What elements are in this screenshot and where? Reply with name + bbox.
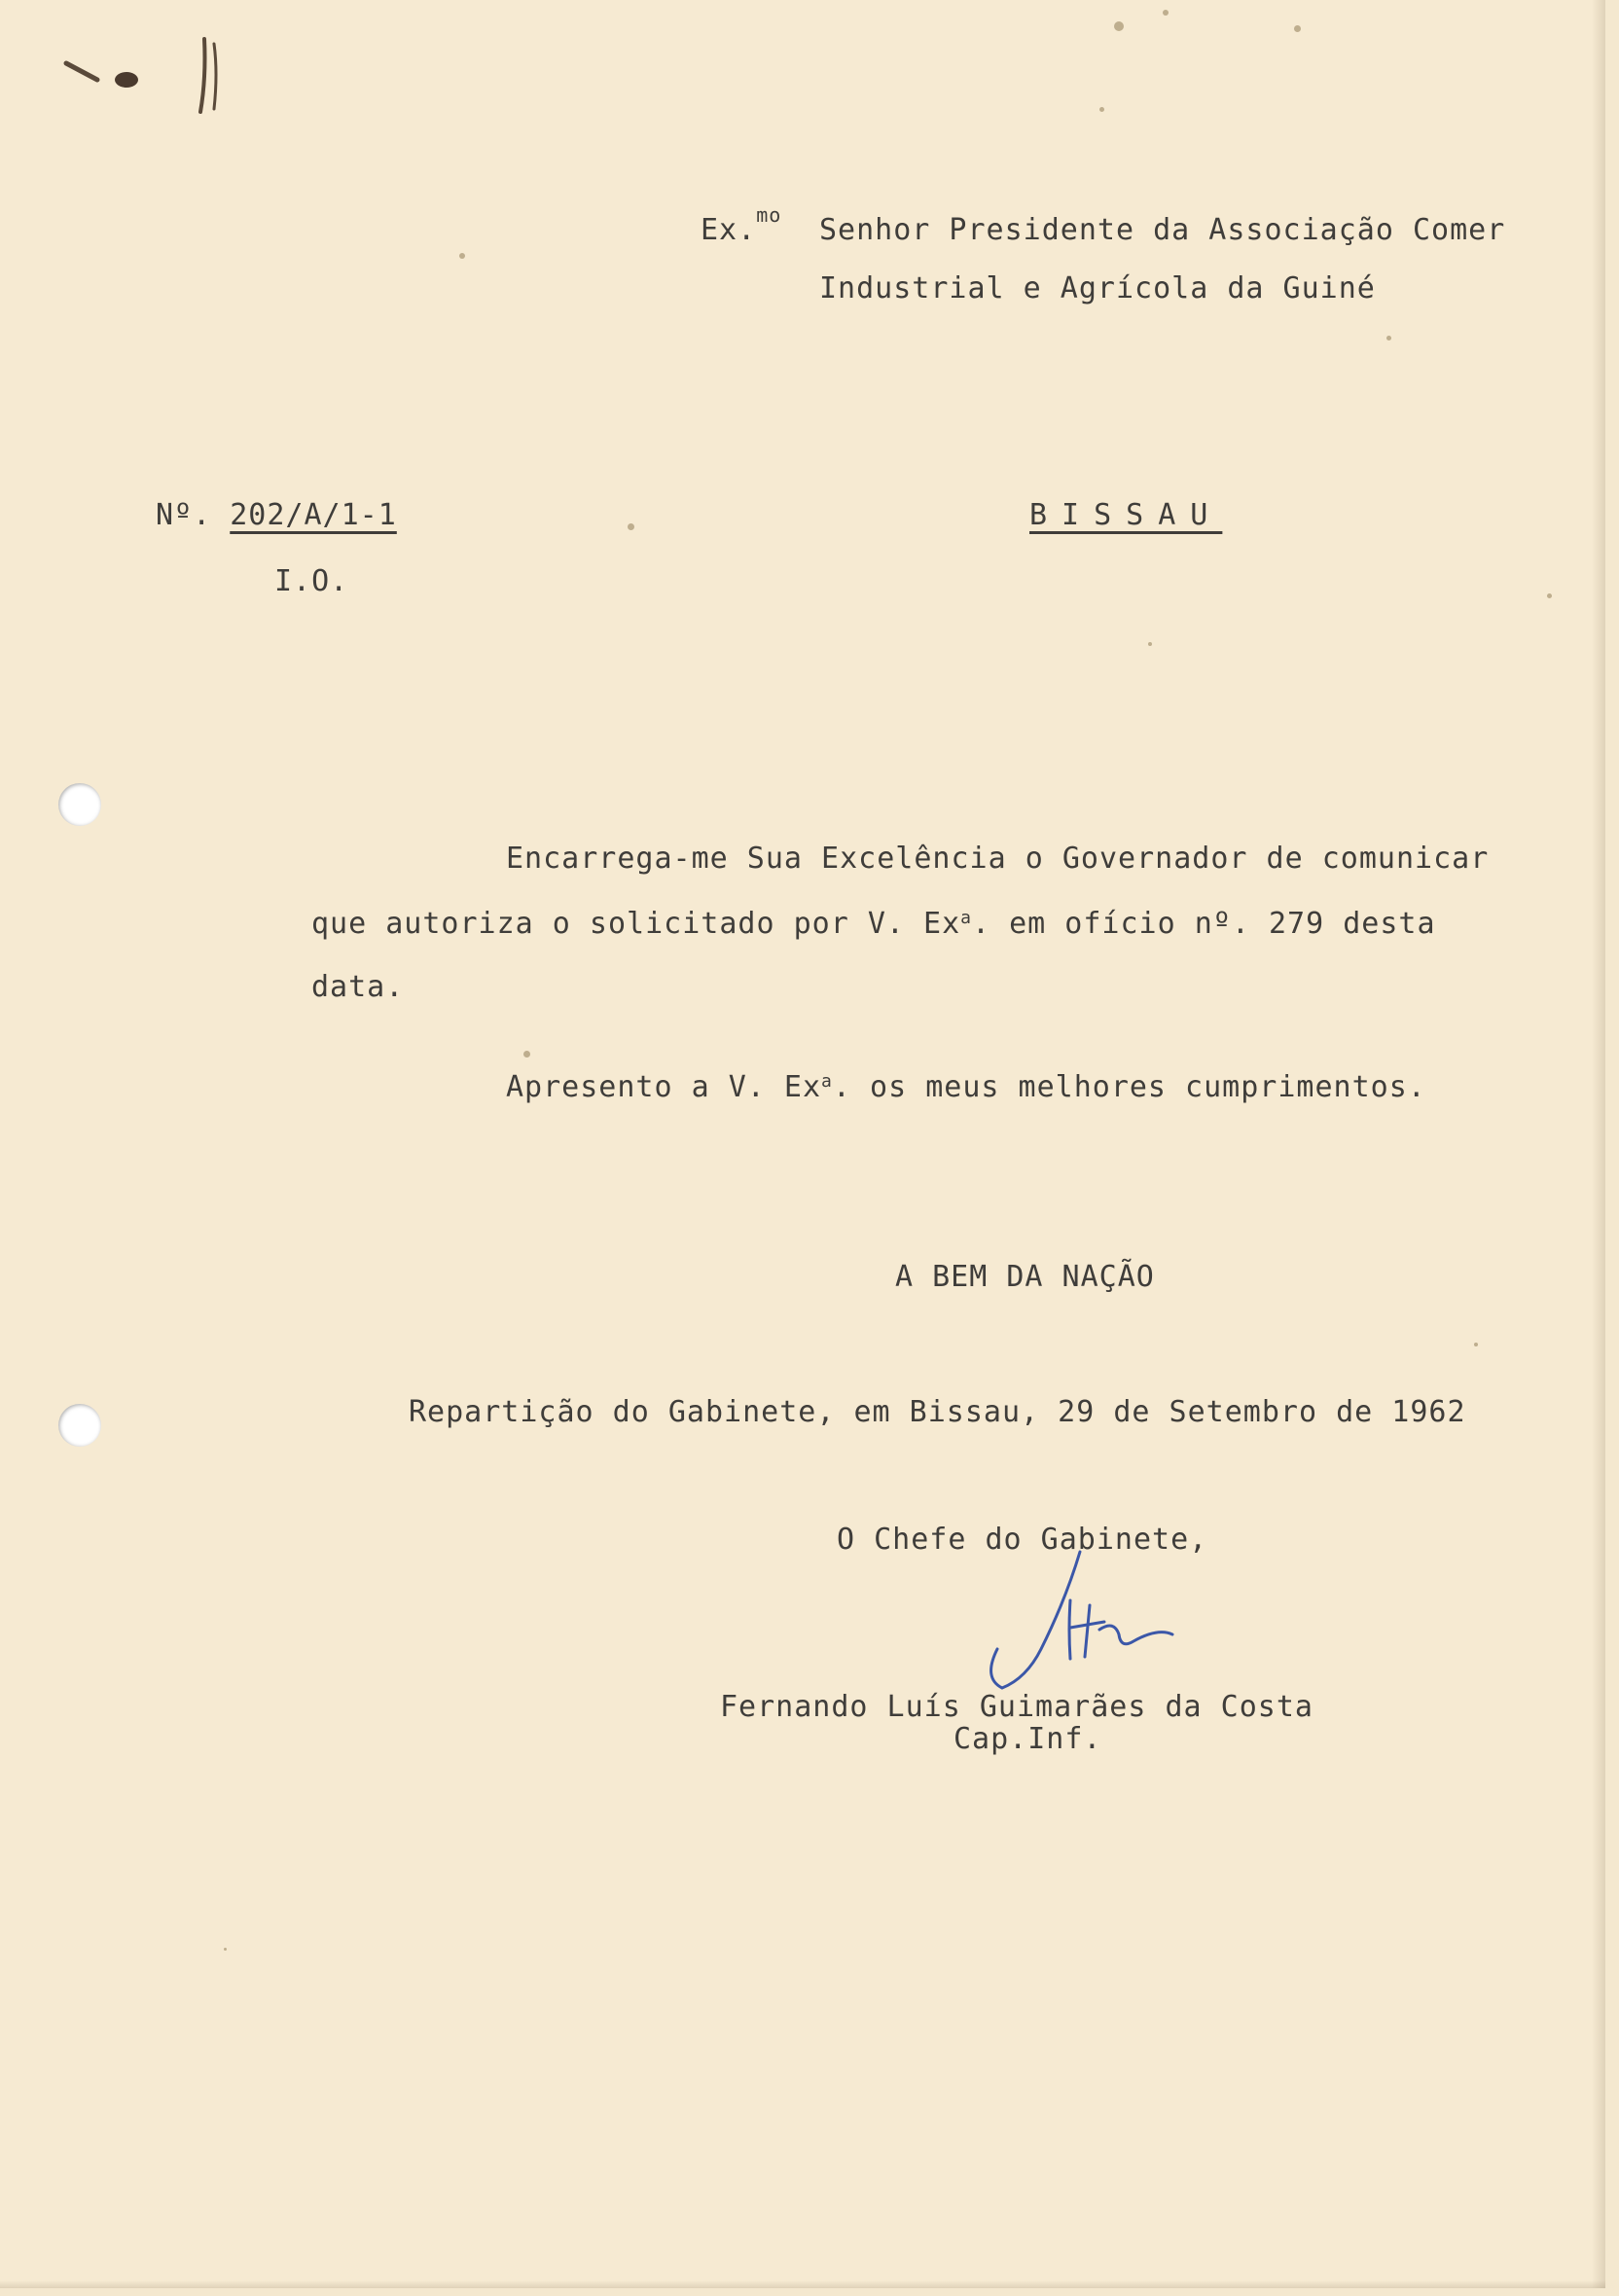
addressee-line-1: Senhor Presidente da Associação Comer: [819, 213, 1506, 247]
closing-motto: A BEM DA NAÇÃO: [895, 1260, 1155, 1294]
paper-speck: [1547, 593, 1552, 598]
page-edge-shadow: [1592, 0, 1605, 2288]
reference-label: Nº.: [156, 498, 212, 532]
ordinal-a: a: [821, 1071, 833, 1092]
body-text-segment: que autoriza o solicitado por V. Ex: [311, 907, 961, 941]
paper-speck: [224, 1948, 227, 1951]
binder-hole-bottom: [58, 1404, 101, 1447]
handwritten-mark-icon: [58, 19, 263, 126]
ordinal-a: a: [960, 908, 972, 928]
signatory-role: O Chefe do Gabinete,: [837, 1523, 1208, 1557]
paper-speck: [1163, 10, 1169, 16]
place-and-date: Repartição do Gabinete, em Bissau, 29 de Setembro de 1962: [409, 1395, 1466, 1429]
paper-speck: [459, 253, 465, 259]
paper-speck: [1294, 25, 1301, 32]
signatory-rank: Cap.Inf.: [953, 1722, 1102, 1756]
paper-speck: [523, 1051, 530, 1058]
page-bottom-edge: [0, 2280, 1605, 2288]
body-text-segment: . os meus melhores cumprimentos.: [832, 1070, 1426, 1104]
addressee-line-2: Industrial e Agrícola da Guiné: [819, 271, 1376, 305]
city-heading: BISSAU: [1029, 498, 1223, 532]
body-paragraph-1-line-2: [311, 907, 1436, 941]
body-paragraph-1-line-3: data.: [311, 970, 405, 1004]
binder-hole-top: [58, 783, 101, 826]
paper-speck: [1474, 1343, 1478, 1346]
addressee-title-text: Ex.: [701, 213, 757, 247]
reference-line: [156, 498, 397, 532]
paper-speck: [1148, 642, 1152, 646]
body-text-segment: Apresento a V. Ex: [506, 1070, 822, 1104]
paper-speck: [1099, 107, 1104, 112]
reference-code: I.O.: [274, 564, 349, 598]
body-text-segment: . em ofício nº. 279 desta: [972, 907, 1436, 941]
signature-icon: [973, 1542, 1206, 1707]
paper-speck: [1114, 21, 1124, 31]
body-paragraph-2: [506, 1070, 1426, 1104]
signatory-name: Fernando Luís Guimarães da Costa: [720, 1690, 1313, 1724]
addressee-title: [701, 203, 782, 247]
reference-number: 202/A/1-1: [230, 498, 397, 532]
paper-speck: [628, 523, 634, 530]
addressee-title-superscript: mo: [756, 203, 782, 227]
body-paragraph-1-line-1: Encarrega-me Sua Excelência o Governador de comunicar: [506, 842, 1490, 876]
paper-speck: [1386, 336, 1391, 341]
